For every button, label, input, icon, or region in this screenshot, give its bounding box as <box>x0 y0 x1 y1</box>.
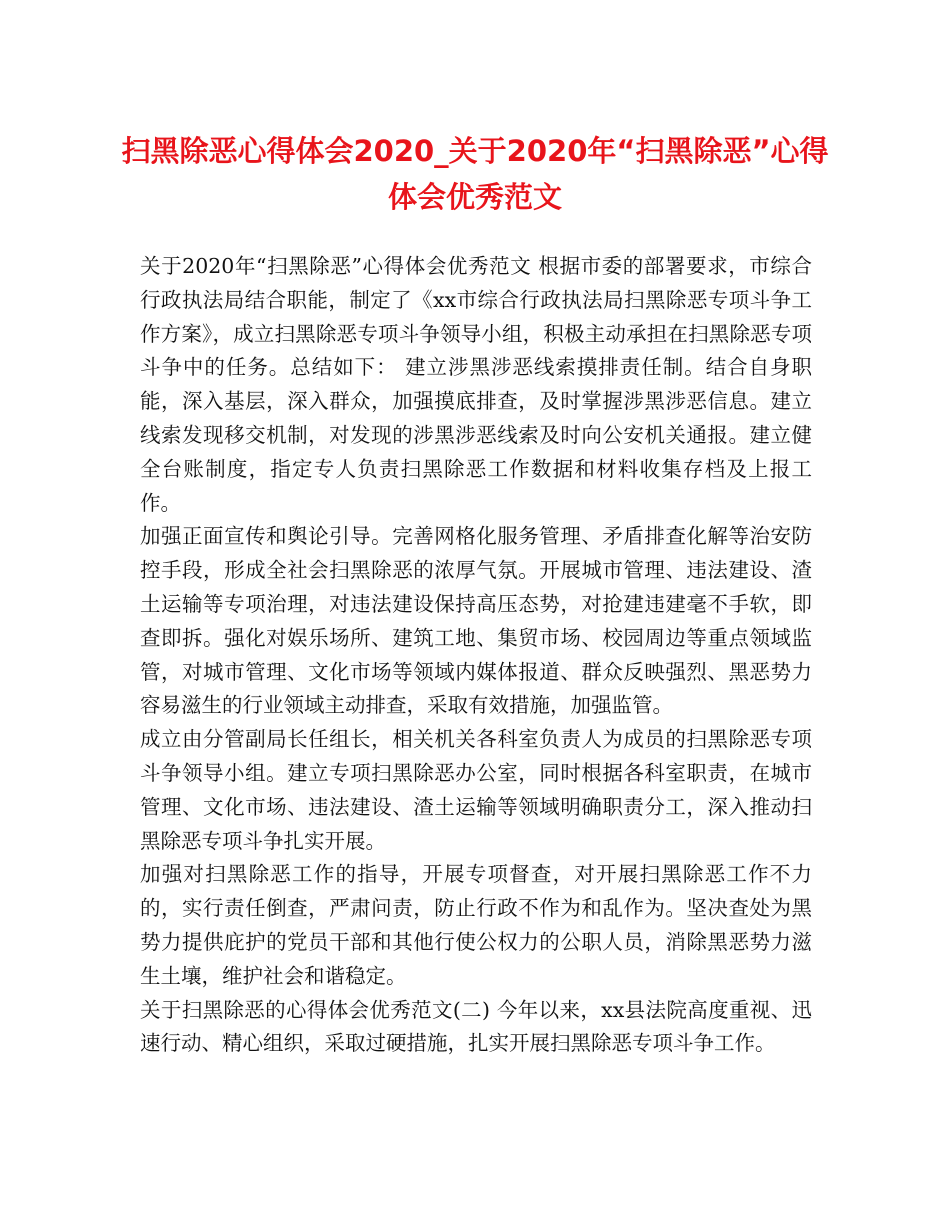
paragraph-2: 加强正面宣传和舆论引导。完善网格化服务管理、矛盾排查化解等治安防控手段，形成全社会扫黑除恶的浓厚气氛。开展城市管理、违法建设、渣土运输等专项治理，对违法建设保持高压态势，对抢建违建毫不手软，即查即拆。强化对娱乐场所、建筑工地、集贸市场、校园周边等重点领域监管，对城市管理、文化市场等领域内媒体报道、群众反映强烈、黑恶势力容易滋生的行业领域主动排查，采取有效措施，加强监管。 <box>140 524 812 718</box>
paragraph-5: 关于扫黑除恶的心得体会优秀范文(二) 今年以来，xx县法院高度重视、迅速行动、精心组织，采取过硬措施，扎实开展扫黑除恶专项斗争工作。 <box>140 997 812 1056</box>
document-title: 扫黑除恶心得体会2020_关于2020年“扫黑除恶”心得体会优秀范文 <box>121 134 829 214</box>
paragraph-1: 关于2020年“扫黑除恶”心得体会优秀范文 根据市委的部署要求，市综合行政执法局结合职能，制定了《xx市综合行政执法局扫黑除恶专项斗争工作方案》，成立扫黑除恶专项斗争领导小组，积极主动承担在扫黑除恶专项斗争中的任务。总结如下： 建立涉黑涉恶线索摸排责任制。结合自身职能，深入基层，深入群众，加强摸底排查，及时掌握涉黑涉恶信息。建立线索发现移交机制，对发现的涉黑涉恶线索及时向公安机关通报。建立健全台账制度，指定专人负责扫黑除恶工作数据和材料收集存档及上报工作。 <box>140 254 812 515</box>
document-body <box>140 250 812 1061</box>
paragraph-4: 加强对扫黑除恶工作的指导，开展专项督查，对开展扫黑除恶工作不力的，实行责任倒查，严肃问责，防止行政不作为和乱作为。坚决查处为黑势力提供庇护的党员干部和其他行使公权力的公职人员，消除黑恶势力滋生土壤，维护社会和谐稳定。 <box>140 862 812 988</box>
paragraph-3: 成立由分管副局长任组长，相关机关各科室负责人为成员的扫黑除恶专项斗争领导小组。建立专项扫黑除恶办公室，同时根据各科室职责，在城市管理、文化市场、违法建设、渣土运输等领域明确职责分工，深入推动扫黑除恶专项斗争扎实开展。 <box>140 727 812 853</box>
